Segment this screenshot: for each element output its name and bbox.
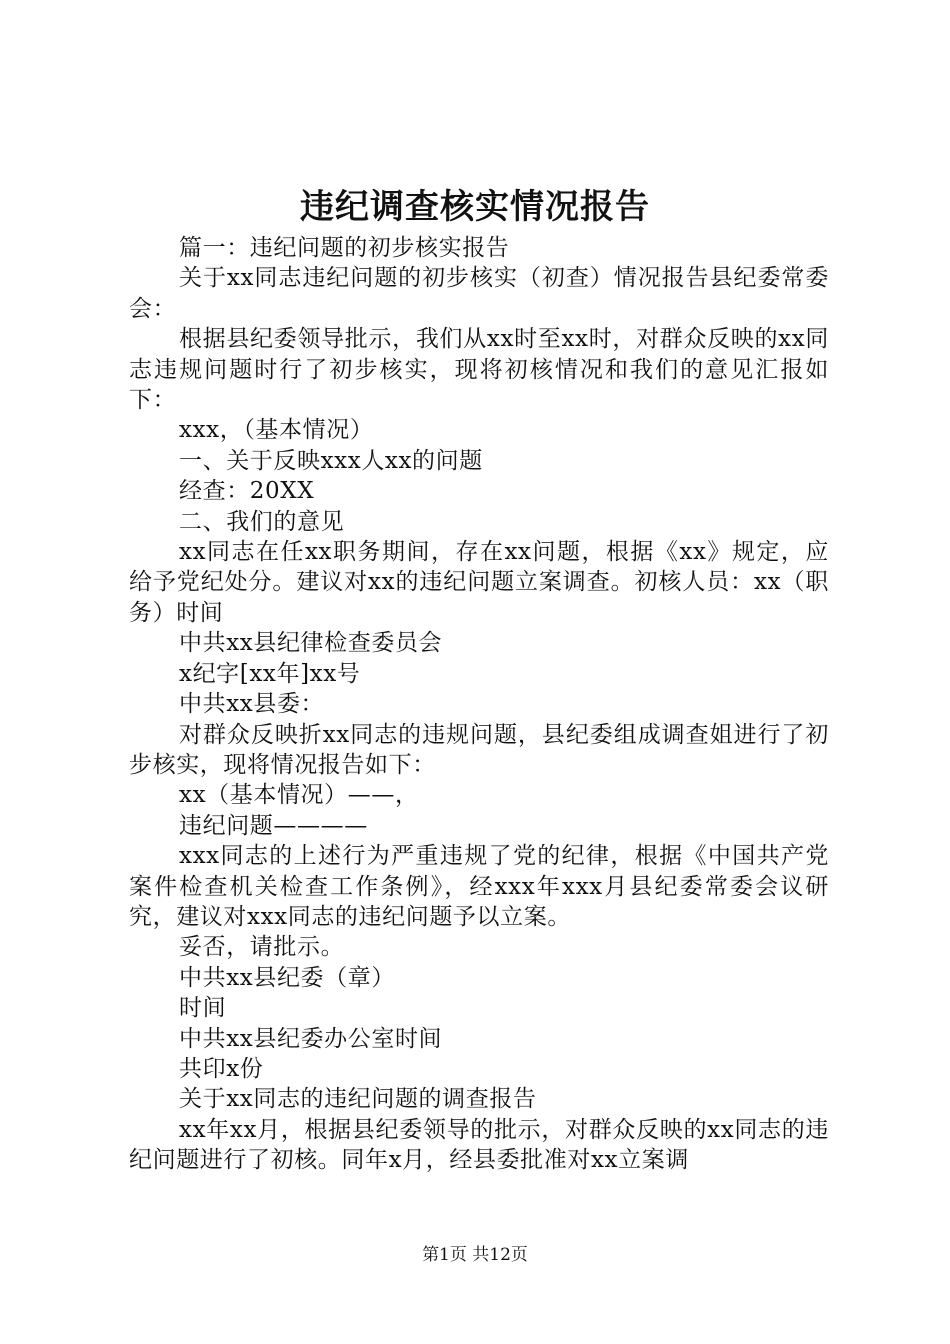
paragraph: 对群众反映折xx同志的违规问题，县纪委组成调查姐进行了初步核实，现将情况报告如下： — [129, 721, 829, 778]
paragraph: 中共xx县委： — [179, 691, 325, 718]
paragraph: xxx同志的上述行为严重违规了党的纪律，根据《中国共产党案件检查机关检查工作条例》，经xxx年xxx月县纪委常委会议研究，建议对xxx同志的违纪问题予以立案。 — [129, 843, 829, 930]
paragraph: 篇一：违纪问题的初步核实报告 — [179, 235, 510, 261]
paragraph: 违纪问题———— — [179, 812, 368, 839]
page-number-footer: 第1页 共12页 — [422, 1245, 528, 1265]
paragraph: 妥否，请批示。 — [179, 934, 345, 961]
paragraph: 中共xx县纪委办公室时间 — [179, 1025, 443, 1052]
paragraph: 中共xx县纪律检查委员会 — [179, 630, 443, 657]
paragraph: 二、我们的意见 — [179, 508, 345, 535]
document-title: 违纪调查核实情况报告 — [300, 187, 650, 227]
paragraph: 关于xx同志的违纪问题的调查报告 — [179, 1086, 537, 1113]
paragraph: xx年xx月，根据县纪委领导的批示，对群众反映的xx同志的违纪问题进行了初核。同年x月，经县委批准对xx立案调 — [129, 1116, 829, 1174]
paragraph: x纪字[xx年]xx号 — [179, 660, 361, 687]
paragraph: 关于xx同志违纪问题的初步核实（初查）情况报告县纪委常委会： — [129, 265, 829, 322]
paragraph: xx（基本情况）——， — [179, 782, 419, 809]
paragraph: 共印x份 — [179, 1055, 264, 1082]
document-body — [129, 233, 829, 1176]
paragraph: xx同志在任xx职务期间，存在xx问题，根据《xx》规定，应给予党纪处分。建议对xx的违纪问题立案调查。初核人员：xx（职务）时间 — [129, 539, 829, 626]
paragraph: 时间 — [179, 995, 227, 1022]
paragraph: xxx，（基本情况） — [179, 417, 374, 444]
paragraph: 根据县纪委领导批示，我们从xx时至xx时，对群众反映的xx同志违规问题时行了初步核实，现将初核情况和我们的意见汇报如下： — [129, 326, 829, 414]
paragraph: 一、关于反映xxx人xx的问题 — [179, 447, 483, 474]
paragraph: 经查：20XX — [179, 478, 315, 505]
paragraph: 中共xx县纪委（章） — [179, 964, 395, 991]
